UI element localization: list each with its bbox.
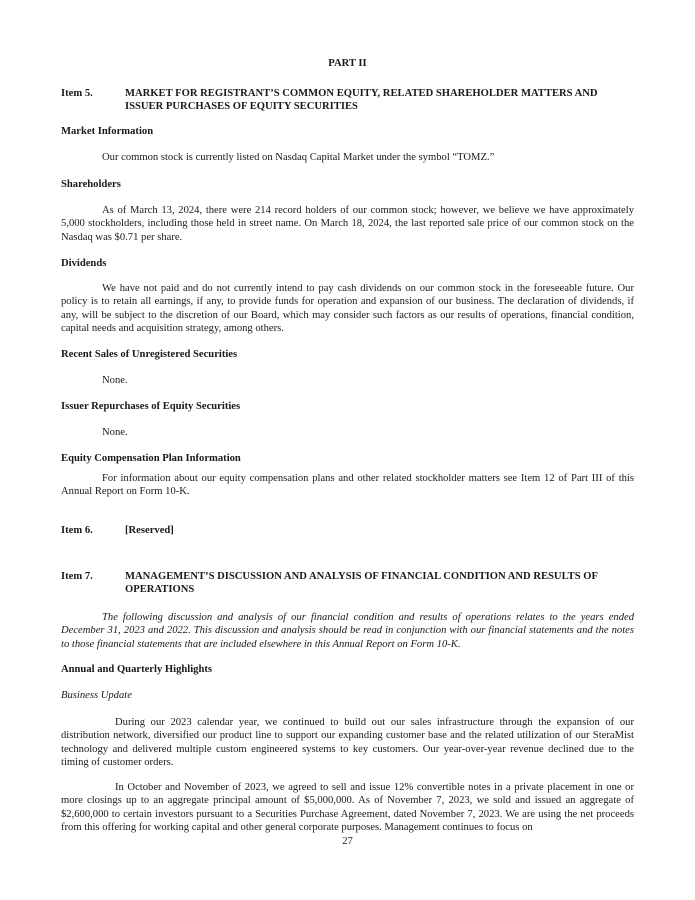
recent-sales-text: None. — [102, 375, 128, 386]
part-title: PART II — [328, 58, 367, 69]
shareholders-heading: Shareholders — [61, 179, 121, 190]
item7-title: MANAGEMENT’S DISCUSSION AND ANALYSIS OF FINANCIAL CONDITION AND RESULTS OF OPERATIONS — [125, 571, 598, 596]
item5-title: MARKET FOR REGISTRANT’S COMMON EQUITY, RELATED SHAREHOLDER MATTERS AND ISSUER PURCHASES OF EQUITY SECURITIES — [125, 88, 598, 113]
dividends-text: We have not paid and do not currently intend to pay cash dividends on our common stock in the foreseeable future. Our policy is to retain all earnings, if any, to provide funds for operation and expansion of our business. The declaration of dividends, if any, will be subject to the discretion of our Board, which may consider such factors as our results of operations, financial condition, capital needs and acquisition strategy, among others. — [61, 283, 634, 335]
repurchases-heading: Issuer Repurchases of Equity Securities — [61, 401, 241, 412]
item6-number: Item 6. — [61, 525, 93, 536]
shareholders-text: As of March 13, 2024, there were 214 record holders of our common stock; however, we believe we have approximately 5,000 stockholders, including those held in street name. On March 18, 2024, the last reported sale price of our common stock on the Nasdaq was $0.71 per share. — [61, 205, 634, 243]
market-info-heading: Market Information — [61, 126, 154, 137]
item5-header — [61, 87, 635, 115]
market-info-text: Our common stock is currently listed on Nasdaq Capital Market under the symbol “TOMZ.” — [102, 152, 495, 163]
page-number: 27 — [342, 836, 353, 847]
equity-comp-text: For information about our equity compensation plans and other related stockholder matters see Item 12 of Part III of this Annual Report on Form 10-K. — [61, 473, 634, 498]
business-update-para1: During our 2023 calendar year, we continued to build out our sales infrastructure through the expansion of our distribution network, diversified our product line to support our expanding customer base and the related utilization of our SteraMist technology and delivered multiple custom engineered systems to key customers. Our year-over-year revenue declined due to the timing of customer orders. — [61, 717, 634, 769]
business-update-para2: In October and November of 2023, we agreed to sell and issue 12% convertible notes in a private placement in one or more closings up to an aggregate principal amount of $5,000,000. As of November 7, 2023, we sold and issued an aggregate of $2,600,000 to certain investors pursuant to a Securities Purchase Agreement, dated November 7, 2023. We are using the net proceeds from this offering for working capital and other general corporate purposes. Management continues to focus on — [61, 782, 634, 834]
dividends-heading: Dividends — [61, 258, 107, 269]
item5-number: Item 5. — [61, 88, 93, 99]
item7-intro: The following discussion and analysis of our financial condition and results of operations relates to the years ended December 31, 2023 and 2022. This discussion and analysis should be read in conjunction with our financial statements and the notes to those financial statements that are included elsewhere in this Annual Report on Form 10-K. — [61, 612, 634, 650]
item6-header — [61, 524, 635, 538]
item7-number: Item 7. — [61, 571, 93, 582]
equity-comp-heading: Equity Compensation Plan Information — [61, 453, 241, 464]
recent-sales-heading: Recent Sales of Unregistered Securities — [61, 349, 238, 360]
highlights-heading: Annual and Quarterly Highlights — [61, 664, 212, 675]
item6-title: [Reserved] — [125, 525, 174, 536]
repurchases-text: None. — [102, 427, 128, 438]
business-update-subheading: Business Update — [61, 690, 132, 701]
item7-header — [61, 570, 635, 598]
